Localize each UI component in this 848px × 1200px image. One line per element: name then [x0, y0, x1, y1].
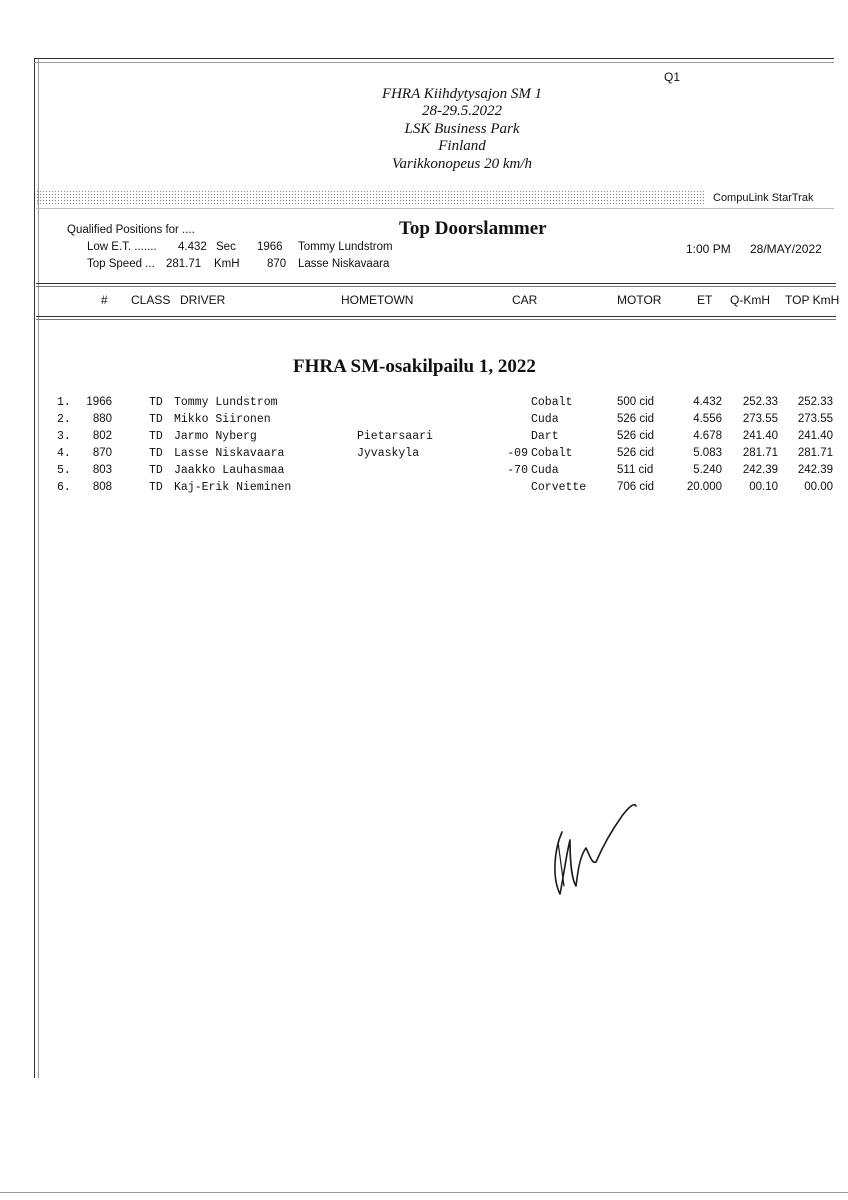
- low-et-value: 4.432: [178, 241, 207, 253]
- position-cell: 1.: [57, 396, 71, 409]
- dotted-band: [36, 190, 704, 204]
- class-cell: TD: [149, 396, 163, 409]
- col-header-driver: DRIVER: [180, 293, 226, 307]
- driver-cell: Mikko Siironen: [174, 413, 271, 426]
- car-number-cell: 802: [92, 430, 112, 442]
- top-kmh-cell: 241.40: [797, 430, 833, 442]
- header-rule-bottom: [36, 316, 836, 317]
- event-venue: LSK Business Park: [404, 121, 520, 137]
- q-kmh-cell: 281.71: [742, 447, 778, 459]
- driver-cell: Jarmo Nyberg: [174, 430, 257, 443]
- col-header-class: CLASS: [131, 293, 171, 307]
- position-cell: 4.: [57, 447, 71, 460]
- table-row: [0, 447, 848, 464]
- table-row: [0, 464, 848, 481]
- event-name: FHRA Kiihdytysajon SM 1: [381, 86, 543, 102]
- top-speed-value: 281.71: [166, 258, 202, 270]
- motor-cell: 511 cid: [617, 464, 654, 476]
- bottom-page-line: [0, 1192, 848, 1193]
- signature: [540, 790, 650, 910]
- col-header-number: #: [101, 293, 108, 307]
- top-kmh-cell: 273.55: [797, 413, 833, 425]
- et-cell: 5.083: [693, 447, 722, 459]
- top-speed-driver: Lasse Niskavaara: [298, 258, 390, 270]
- col-header-top-kmh: TOP KmH: [785, 293, 840, 307]
- et-cell: 4.678: [693, 430, 722, 442]
- top-kmh-cell: 252.33: [797, 396, 833, 408]
- car-cell: Cuda: [531, 413, 559, 426]
- low-et-car-number: 1966: [257, 241, 283, 253]
- top-kmh-cell: 281.71: [797, 447, 833, 459]
- et-cell: 20.000: [686, 481, 722, 493]
- event-dates: 28-29.5.2022: [422, 103, 502, 119]
- q-kmh-cell: 00.10: [749, 481, 778, 493]
- motor-cell: 526 cid: [617, 430, 655, 442]
- q-kmh-cell: 241.40: [742, 430, 778, 442]
- col-header-car: CAR: [512, 293, 538, 307]
- car-cell: Cobalt: [531, 447, 573, 460]
- header-rule-top: [36, 283, 836, 284]
- table-row: [0, 396, 848, 413]
- low-et-unit: Sec: [216, 241, 236, 253]
- report-time: 1:00 PM: [686, 242, 731, 256]
- car-cell: Cuda: [531, 464, 559, 477]
- top-speed-label: Top Speed ...: [87, 258, 155, 270]
- page-label: Q1: [664, 70, 681, 84]
- motor-cell: 706 cid: [617, 481, 655, 493]
- top-speed-car-number: 870: [267, 258, 287, 270]
- motor-cell: 500 cid: [617, 396, 655, 408]
- top-speed-unit: KmH: [214, 258, 240, 270]
- et-cell: 5.240: [693, 464, 722, 476]
- col-header-hometown: HOMETOWN: [341, 293, 414, 307]
- header-rule-top-2: [36, 286, 836, 287]
- top-kmh-cell: 242.39: [797, 464, 833, 476]
- driver-cell: Lasse Niskavaara: [174, 447, 285, 460]
- top-border-2: [34, 62, 834, 63]
- q-kmh-cell: 252.33: [742, 396, 778, 408]
- car-cell: Corvette: [531, 481, 587, 494]
- driver-cell: Jaakko Lauhasmaa: [174, 464, 285, 477]
- hometown-cell: Jyvaskyla: [357, 447, 420, 460]
- top-border: [34, 58, 834, 59]
- position-cell: 2.: [57, 413, 71, 426]
- car-number-cell: 870: [92, 447, 112, 459]
- header-rule-bottom-2: [36, 319, 836, 320]
- hometown-cell: Pietarsaari: [357, 430, 433, 443]
- left-border-inner: [38, 58, 39, 1078]
- year-cell: -09: [507, 447, 528, 460]
- class-cell: TD: [149, 430, 163, 443]
- event-country: Finland: [438, 138, 486, 154]
- report-date: 28/MAY/2022: [750, 242, 822, 256]
- motor-cell: 526 cid: [617, 413, 655, 425]
- table-row: [0, 413, 848, 430]
- col-header-q-kmh: Q-KmH: [730, 293, 770, 307]
- year-cell: -70: [507, 464, 528, 477]
- band-line: [36, 208, 834, 209]
- low-et-label: Low E.T. .......: [87, 241, 157, 253]
- et-cell: 4.432: [693, 396, 722, 408]
- class-title: Top Doorslammer: [399, 218, 547, 239]
- driver-cell: Tommy Lundstrom: [174, 396, 278, 409]
- car-cell: Dart: [531, 430, 559, 443]
- col-header-motor: MOTOR: [617, 293, 662, 307]
- car-number-cell: 808: [92, 481, 112, 493]
- table-row: [0, 481, 848, 498]
- driver-cell: Kaj-Erik Nieminen: [174, 481, 292, 494]
- car-number-cell: 803: [92, 464, 112, 476]
- class-cell: TD: [149, 413, 163, 426]
- class-cell: TD: [149, 447, 163, 460]
- table-row: [0, 430, 848, 447]
- qualified-label: Qualified Positions for ....: [67, 224, 195, 236]
- low-et-driver: Tommy Lundstrom: [298, 241, 393, 253]
- top-kmh-cell: 00.00: [804, 481, 833, 493]
- car-number-cell: 880: [92, 413, 112, 425]
- q-kmh-cell: 273.55: [742, 413, 778, 425]
- class-cell: TD: [149, 464, 163, 477]
- position-cell: 5.: [57, 464, 71, 477]
- col-header-et: ET: [697, 293, 713, 307]
- section-title: FHRA SM-osakilpailu 1, 2022: [293, 356, 536, 377]
- system-label: CompuLink StarTrak: [713, 192, 814, 204]
- car-cell: Cobalt: [531, 396, 573, 409]
- position-cell: 3.: [57, 430, 71, 443]
- et-cell: 4.556: [693, 413, 722, 425]
- car-number-cell: 1966: [86, 396, 112, 408]
- class-cell: TD: [149, 481, 163, 494]
- left-border: [34, 58, 35, 1078]
- event-pit-speed: Varikkonopeus 20 km/h: [392, 156, 532, 172]
- q-kmh-cell: 242.39: [742, 464, 778, 476]
- motor-cell: 526 cid: [617, 447, 655, 459]
- position-cell: 6.: [57, 481, 71, 494]
